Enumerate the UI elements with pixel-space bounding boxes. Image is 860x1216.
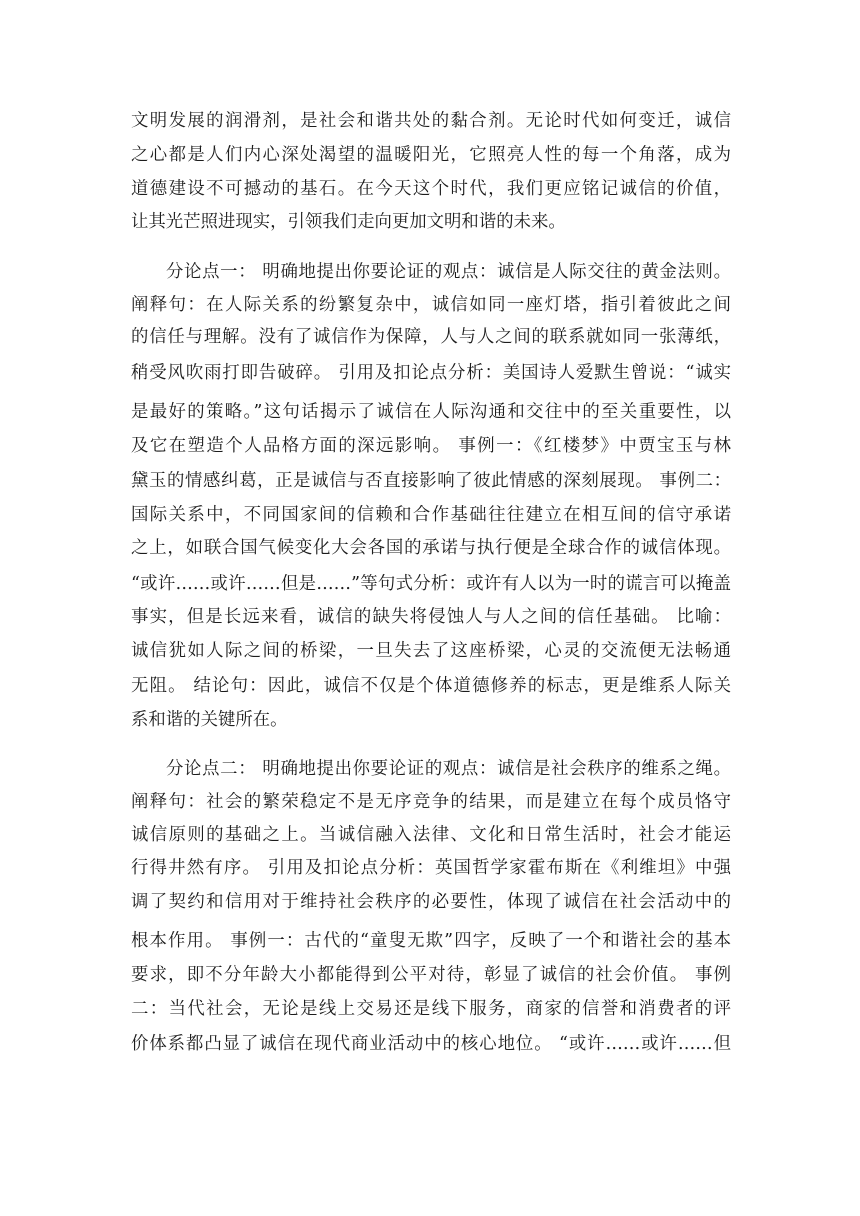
text-line: 系和谐的关键所在。 (131, 710, 288, 730)
text-line: 让其光芒照进现实，引领我们走向更加文明和谐的未来。 (131, 212, 566, 232)
text-line: 国际关系中，不同国家间的信赖和合作基础往往建立在相互间的信守承诺 (131, 505, 731, 525)
text-line: 文明发展的润滑剂，是社会和谐共处的黏合剂。无论时代如何变迁，诚信 (131, 111, 731, 131)
text-line: 无阻。 结论句：因此，诚信不仅是个体道德修养的标志，更是维系人际关 (131, 676, 731, 696)
text-line: 行得井然有序。 引用及扣论点分析：英国哲学家霍布斯在《利维坦》中强 (131, 858, 731, 878)
text-line: 黛玉的情感纠葛，正是诚信与否直接影响了彼此情感的深刻展现。 事例二： (131, 471, 731, 491)
text-line: 诚信犹如人际之间的桥梁，一旦失去了这座桥梁，心灵的交流便无法畅通 (131, 641, 731, 661)
text-line: 道德建设不可撼动的基石。在今天这个时代，我们更应铭记诚信的价值， (131, 179, 731, 199)
text-line: 调了契约和信用对于维持社会秩序的必要性，体现了诚信在社会活动中的 (131, 892, 731, 912)
text-line: 之心都是人们内心深处渴望的温暖阳光，它照亮人性的每一个角落，成为 (131, 145, 731, 165)
text-line: 阐释句：在人际关系的纷繁复杂中，诚信如同一座灯塔，指引着彼此之间 (131, 295, 731, 315)
text-line: 事实，但是长远来看，诚信的缺失将侵蚀人与人之间的信任基础。 比喻： (131, 607, 731, 627)
text-line: 价体系都凸显了诚信在现代商业活动中的核心地位。 “或许……或许……但 (131, 1034, 731, 1054)
text-line: “或许……或许……但是……”等句式分析：或许有人以为一时的谎言可以掩盖 (131, 574, 731, 594)
text-line: 的信任与理解。没有了诚信作为保障，人与人之间的联系就如同一张薄纸， (131, 327, 731, 347)
text-line: 分论点一： 明确地提出你要论证的观点：诚信是人际交往的黄金法则。 (166, 262, 731, 282)
text-line: 及它在塑造个人品格方面的深远影响。 事例一：《红楼梦》中贾宝玉与林 (131, 436, 731, 456)
text-line: 诚信原则的基础之上。当诚信融入法律、文化和日常生活时，社会才能运 (131, 825, 731, 845)
text-line: 稍受风吹雨打即告破碎。 引用及扣论点分析：美国诗人爱默生曾说：“诚实 (131, 363, 731, 383)
text-line: 之上，如联合国气候变化大会各国的承诺与执行便是全球合作的诚信体现。 (131, 538, 731, 558)
text-line: 根本作用。 事例一：古代的“童叟无欺”四字，反映了一个和谐社会的基本 (131, 931, 732, 951)
text-line: 二：当代社会，无论是线上交易还是线下服务，商家的信誉和消费者的评 (131, 999, 731, 1019)
text-line: 分论点二： 明确地提出你要论证的观点：诚信是社会秩序的维系之绳。 (166, 759, 731, 779)
text-line: 要求，即不分年龄大小都能得到公平对待，彰显了诚信的社会价值。 事例 (131, 965, 731, 985)
text-line: 阐释句：社会的繁荣稳定不是无序竞争的结果，而是建立在每个成员恪守 (131, 792, 731, 812)
text-line: 是最好的策略。”这句话揭示了诚信在人际沟通和交往中的至关重要性，以 (131, 402, 731, 422)
